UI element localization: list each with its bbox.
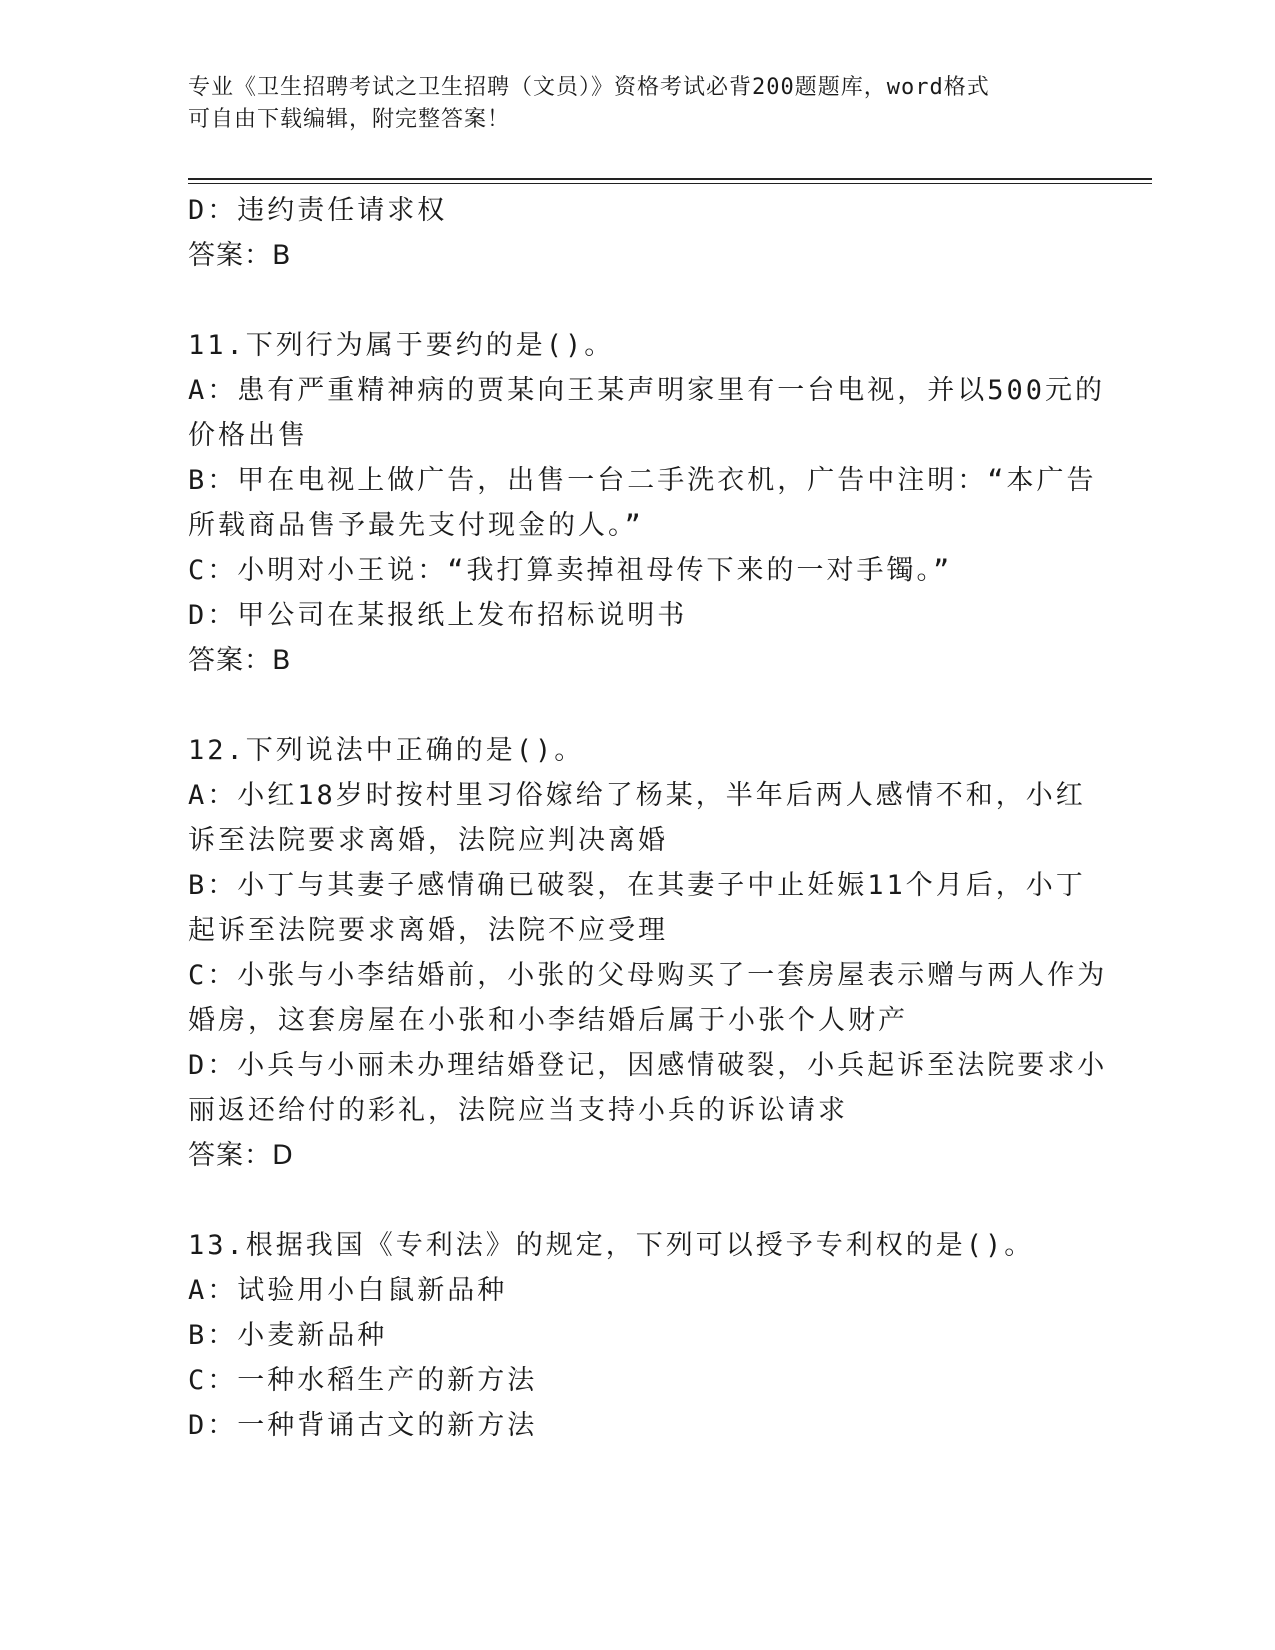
option-a: A：患有严重精神病的贾某向王某声明家里有一台电视，并以500元的 (188, 375, 1106, 406)
option-d: D：一种背诵古文的新方法 (188, 1410, 538, 1441)
option-d: D：违约责任请求权 (188, 195, 448, 226)
header-title-line-2: 可自由下载编辑，附完整答案！ (188, 107, 511, 132)
previous-question-tail (188, 188, 1088, 278)
question-12 (188, 728, 1108, 1178)
spacer (188, 1178, 1088, 1223)
question-11 (188, 323, 1106, 683)
answer-line: 答案：B (188, 240, 292, 271)
option-b: B：小丁与其妻子感情确已破裂，在其妻子中止妊娠11个月后，小丁 (188, 870, 1086, 901)
option-a-continued: 诉至法院要求离婚，法院应判决离婚 (188, 825, 668, 856)
header-title-line-1: 专业《卫生招聘考试之卫生招聘（文员）》资格考试必背200题题库，word格式 (188, 75, 990, 100)
option-a: A：试验用小白鼠新品种 (188, 1275, 508, 1306)
question-13 (188, 1223, 1088, 1448)
spacer (188, 278, 1088, 323)
header-divider-thick (188, 178, 1152, 180)
answer-line: 答案：B (188, 645, 292, 676)
option-b-continued: 起诉至法院要求离婚，法院不应受理 (188, 915, 668, 946)
option-c: C：小明对小王说：“我打算卖掉祖母传下来的一对手镯。” (188, 555, 953, 586)
option-c: C：一种水稻生产的新方法 (188, 1365, 538, 1396)
option-d: D：甲公司在某报纸上发布招标说明书 (188, 600, 688, 631)
option-d-continued: 丽返还给付的彩礼，法院应当支持小兵的诉讼请求 (188, 1095, 848, 1126)
question-stem: 13.根据我国《专利法》的规定，下列可以授予专利权的是()。 (188, 1230, 1035, 1261)
spacer (188, 683, 1088, 728)
document-body (188, 188, 1108, 1448)
header-divider-thin (188, 183, 1152, 184)
option-a: A：小红18岁时按村里习俗嫁给了杨某，半年后两人感情不和，小红 (188, 780, 1086, 811)
option-c: C：小张与小李结婚前，小张的父母购买了一套房屋表示赠与两人作为 (188, 960, 1108, 991)
question-stem: 12.下列说法中正确的是()。 (188, 735, 585, 766)
answer-line: 答案：D (188, 1140, 294, 1171)
question-stem: 11.下列行为属于要约的是()。 (188, 330, 615, 361)
option-a-continued: 价格出售 (188, 420, 308, 451)
option-c-continued: 婚房，这套房屋在小张和小李结婚后属于小张个人财产 (188, 1005, 908, 1036)
option-b: B：甲在电视上做广告，出售一台二手洗衣机，广告中注明：“本广告 (188, 465, 1097, 496)
option-d: D：小兵与小丽未办理结婚登记，因感情破裂，小兵起诉至法院要求小 (188, 1050, 1108, 1081)
option-b-continued: 所载商品售予最先支付现金的人。” (188, 510, 644, 541)
option-b: B：小麦新品种 (188, 1320, 388, 1351)
document-header (188, 72, 1068, 136)
